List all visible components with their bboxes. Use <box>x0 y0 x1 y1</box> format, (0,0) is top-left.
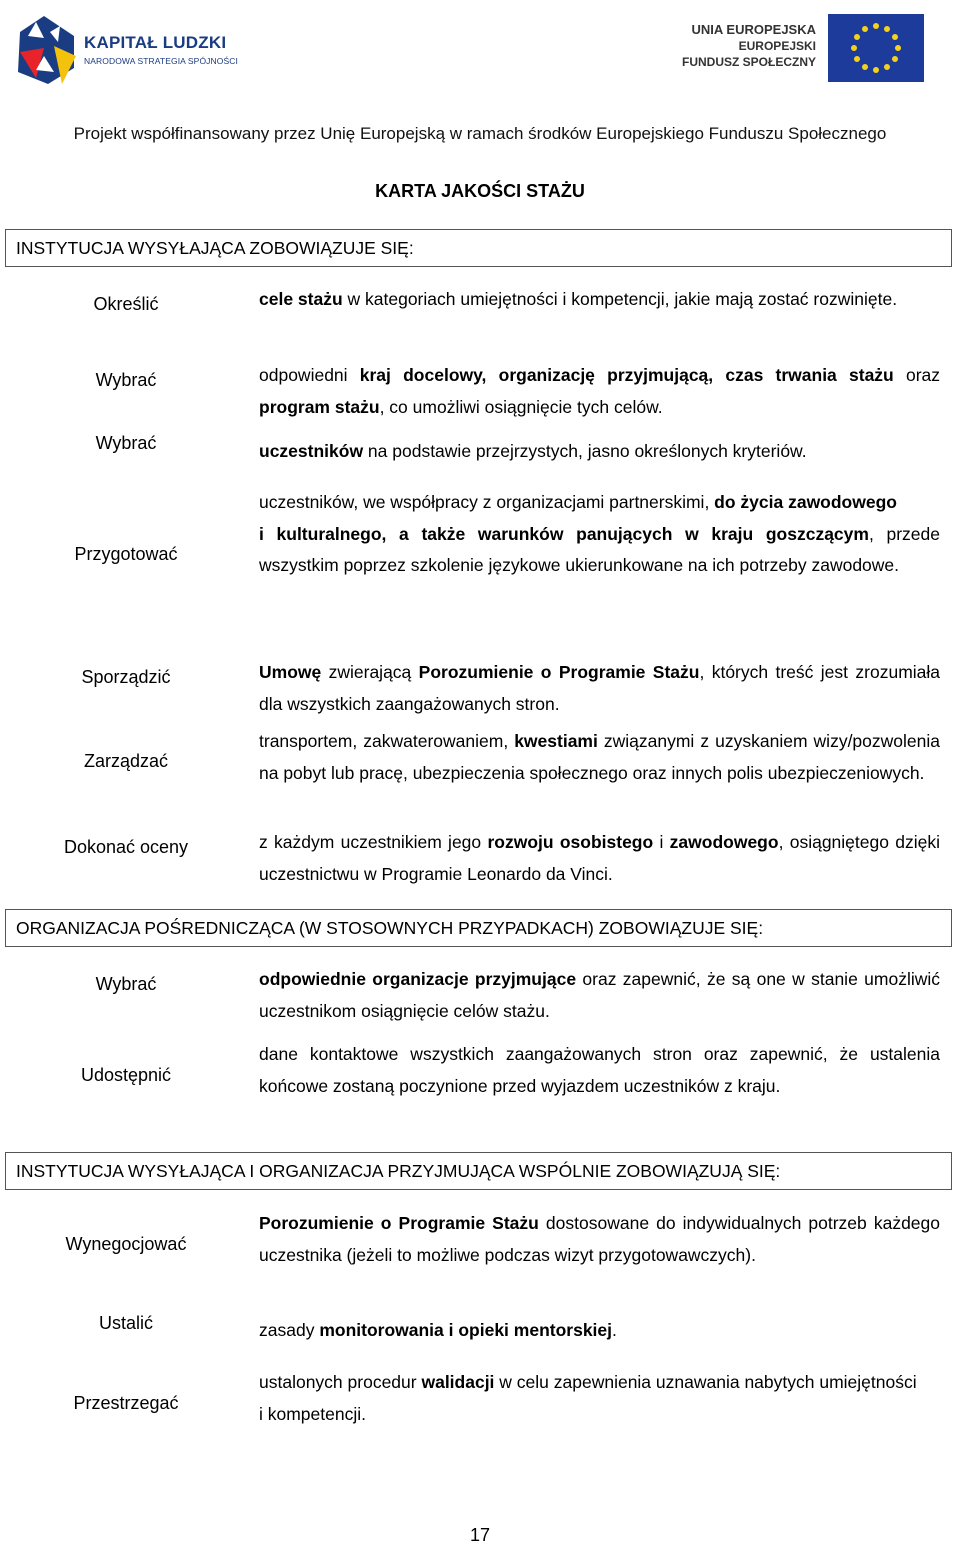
eu-line-3: FUNDUSZ SPOŁECZNY <box>681 55 816 69</box>
verb-wybrac-2: Wybrać <box>95 433 157 453</box>
verb-przestrzegac: Przestrzegać <box>73 1393 179 1413</box>
kapital-ludzki-emblem-icon <box>14 12 84 88</box>
verb-wybrac-3: Wybrać <box>95 974 157 994</box>
item-7: z każdym uczestnikiem jego rozwoju osobistego i zawodowego, osiągniętego dzięki uczestnictwu w Programie Leonardo da Vinci. <box>259 832 940 884</box>
verb-okreslic: Określić <box>93 294 159 314</box>
eu-line-1: UNIA EUROPEJSKA <box>691 22 816 37</box>
item-5: Umowę zwierającą Porozumienie o Programie Stażu, których treść jest zrozumiała dla wszystkich zaangażowanych stron. <box>259 662 941 714</box>
page-number: 17 <box>469 1525 491 1545</box>
item-6: transportem, zakwaterowaniem, kwestiami związanymi z uzyskaniem wizy/pozwolenia na pobyt lub pracę, ubezpieczenia społecznego oraz innych polis ubezpieczeniowych. <box>259 731 940 783</box>
item-2: odpowiedni kraj docelowy, organizację przyjmującą, czas trwania stażu oraz program stażu, co umożliwi osiągnięcie tych celów. <box>259 365 941 417</box>
verb-dokonac-oceny: Dokonać oceny <box>63 837 189 857</box>
verb-przygotowac: Przygotować <box>74 544 178 564</box>
project-funding-line: Projekt współfinansowany przez Unię Europejską w ramach środków Europejskiego Funduszu Społecznego <box>73 124 887 143</box>
verb-zarzadzac: Zarządzać <box>83 751 169 771</box>
verb-udostepnic: Udostępnić <box>80 1065 172 1085</box>
section-header-sending-institution: INSTYTUCJA WYSYŁAJĄCA ZOBOWIĄZUJE SIĘ: <box>5 229 952 267</box>
item-1: cele stażu w kategoriach umiejętności i kompetencji, jakie mają zostać rozwinięte. <box>259 289 898 309</box>
eu-logo-text <box>636 22 816 70</box>
verb-ustalic: Ustalić <box>98 1313 153 1333</box>
verb-sporzadzic: Sporządzić <box>81 667 171 687</box>
item-11: zasady monitorowania i opieki mentorskiej. <box>259 1320 617 1340</box>
item-9: dane kontaktowe wszystkich zaangażowanych stron oraz zapewnić, że ustalenia końcowe zostaną poczynione przed wyjazdem uczestników z kraju. <box>259 1044 940 1096</box>
item-4: uczestników, we współpracy z organizacjami partnerskimi, do życia zawodowego i kulturalnego, a także warunków panujących w kraju goszczącym, przede wszystkim poprzez szkolenie językowe ukierunkowane na ich potrzeby zawodowe. <box>259 492 940 575</box>
kapital-ludzki-subtitle: NARODOWA STRATEGIA SPÓJNOŚCI <box>84 56 238 66</box>
kapital-ludzki-title: KAPITAŁ LUDZKI <box>84 33 227 52</box>
item-12: ustalonych procedur walidacji w celu zapewnienia uznawania nabytych umiejętności i kompetencji. <box>259 1372 917 1424</box>
eu-flag-icon <box>828 14 924 82</box>
item-3: uczestników na podstawie przejrzystych, jasno określonych kryteriów. <box>259 441 807 461</box>
section-header-intermediary: ORGANIZACJA POŚREDNICZĄCA (W STOSOWNYCH PRZYPADKACH) ZOBOWIĄZUJE SIĘ: <box>5 909 952 947</box>
section-header-joint: INSTYTUCJA WYSYŁAJĄCA I ORGANIZACJA PRZYJMUJĄCA WSPÓLNIE ZOBOWIĄZUJĄ SIĘ: <box>5 1152 952 1190</box>
item-8: odpowiednie organizacje przyjmujące oraz zapewnić, że są one w stanie umożliwić uczestnikom osiągnięcie celów stażu. <box>259 969 940 1021</box>
page-title: KARTA JAKOŚCI STAŻU <box>375 181 585 201</box>
verb-wynegocjowac: Wynegocjować <box>65 1234 187 1254</box>
item-10: Porozumienie o Programie Stażu dostosowane do indywidualnych potrzeb każdego uczestnika (jeżeli to możliwe podczas wizyt przygotowawczych). <box>259 1213 940 1265</box>
verb-wybrac-1: Wybrać <box>95 370 157 390</box>
eu-line-2: EUROPEJSKI <box>738 39 816 53</box>
